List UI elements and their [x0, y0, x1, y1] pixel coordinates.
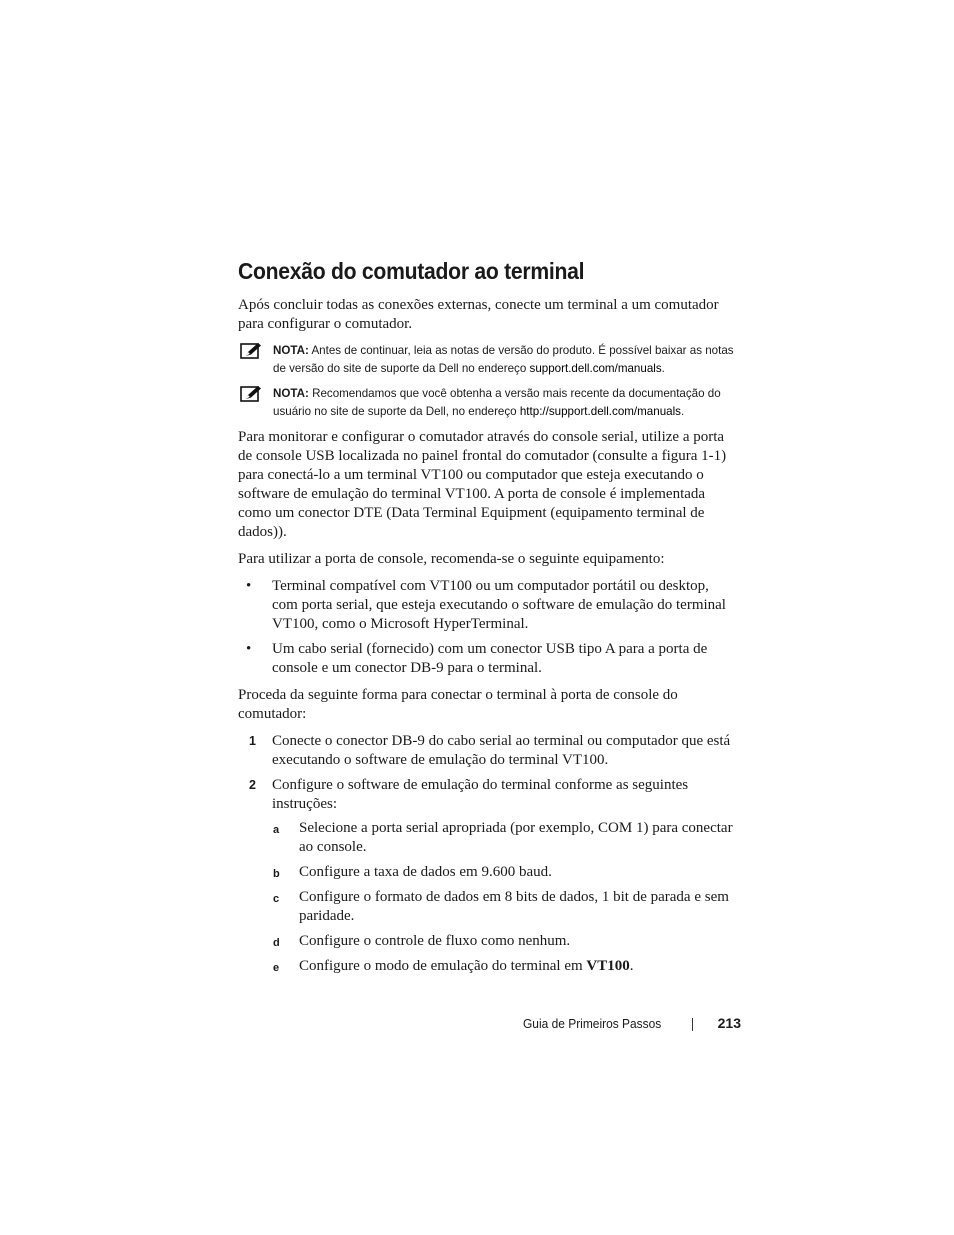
substep-text: Configure o formato de dados em 8 bits de dados, 1 bit de parada e sem paridade.	[299, 889, 729, 924]
step-number: 2	[249, 778, 256, 792]
note-pencil-icon	[240, 385, 262, 403]
bullet-marker: •	[246, 578, 252, 594]
note-link[interactable]: http://support.dell.com/manuals	[519, 404, 681, 418]
footer-title: Guia de Primeiros Passos	[523, 1016, 662, 1031]
intro-paragraph: Após concluir todas as conexões externas, conecte um terminal a um comutador para configurar o comutador.	[238, 297, 719, 332]
note-label: NOTA:	[273, 387, 309, 400]
footer-divider	[692, 1018, 693, 1031]
step-text: Configure o software de emulação do terminal conforme as seguintes instruções:	[272, 777, 689, 812]
list-item	[238, 577, 738, 634]
note-text: Recomendamos que você obtenha a versão mais recente da documentação do usuário no site de suporte da Dell, no endereço	[273, 387, 721, 418]
list-item-text: Terminal compatível com VT100 ou um computador portátil ou desktop, com porta serial, que esteja executando o software de emulação do terminal VT100, como o Microsoft HyperTerminal.	[272, 578, 726, 632]
substep-item	[272, 888, 738, 926]
monitor-paragraph: Para monitorar e configurar o comutador através do console serial, utilize a porta de console USB localizada no painel frontal do comutador (consulte a figura 1-1) para conectá-lo a um terminal VT100 ou computador que esteja executando o software de emulação do terminal VT100. A porta de console é implementada como um conector DTE (Data Terminal Equipment (equipamento terminal de dados)).	[238, 429, 727, 540]
note-1	[238, 342, 738, 377]
substep-item	[272, 819, 738, 857]
bullet-marker: •	[246, 641, 252, 657]
list-item	[238, 640, 738, 678]
step-item	[238, 732, 738, 770]
substep-end: .	[629, 958, 634, 974]
step-text: Conecte o conector DB-9 do cabo serial ao terminal ou computador que está executando o software de emulação do terminal VT100.	[272, 733, 731, 768]
step-number: 1	[249, 734, 256, 748]
substep-letter: a	[273, 824, 280, 836]
equipment-paragraph: Para utilizar a porta de console, recomenda-se o seguinte equipamento:	[238, 551, 665, 567]
substep-item	[272, 957, 738, 976]
substep-bold-value: VT100	[586, 958, 630, 974]
note-2	[238, 385, 738, 420]
substep-text: Configure a taxa de dados em 9.600 baud.	[299, 864, 552, 880]
substep-letter: c	[273, 893, 280, 905]
steps-list	[238, 732, 738, 976]
note-text: Antes de continuar, leia as notas de versão do produto. É possível baixar as notas de versão do site de suporte da Dell no endereço	[273, 344, 734, 375]
page-content	[238, 256, 738, 982]
substep-item	[272, 932, 738, 951]
note-end: .	[661, 361, 665, 375]
note-label: NOTA:	[273, 344, 309, 357]
substep-text: Configure o controle de fluxo como nenhum.	[299, 933, 571, 949]
step-item	[238, 776, 738, 976]
list-item-text: Um cabo serial (fornecido) com um conector USB tipo A para a porta de console e um conector DB-9 para o terminal.	[272, 641, 708, 676]
proceed-paragraph: Proceda da seguinte forma para conectar o terminal à porta de console do comutador:	[238, 687, 678, 722]
note-end: .	[680, 404, 685, 418]
substep-letter: d	[273, 937, 280, 949]
page-footer	[520, 1014, 741, 1034]
substep-text: Selecione a porta serial apropriada (por exemplo, COM 1) para conectar ao console.	[299, 820, 733, 855]
substep-letter: b	[273, 868, 280, 880]
page-title: Conexão do comutador ao terminal	[238, 258, 585, 284]
substep-letter: e	[273, 962, 280, 974]
substep-text: Configure o modo de emulação do terminal em	[299, 958, 587, 974]
page-number: 213	[717, 1015, 741, 1031]
note-pencil-icon	[240, 342, 262, 360]
substeps-list	[272, 819, 738, 976]
equipment-list	[238, 577, 738, 678]
note-link[interactable]: support.dell.com/manuals	[529, 361, 662, 375]
substep-item	[272, 863, 738, 882]
